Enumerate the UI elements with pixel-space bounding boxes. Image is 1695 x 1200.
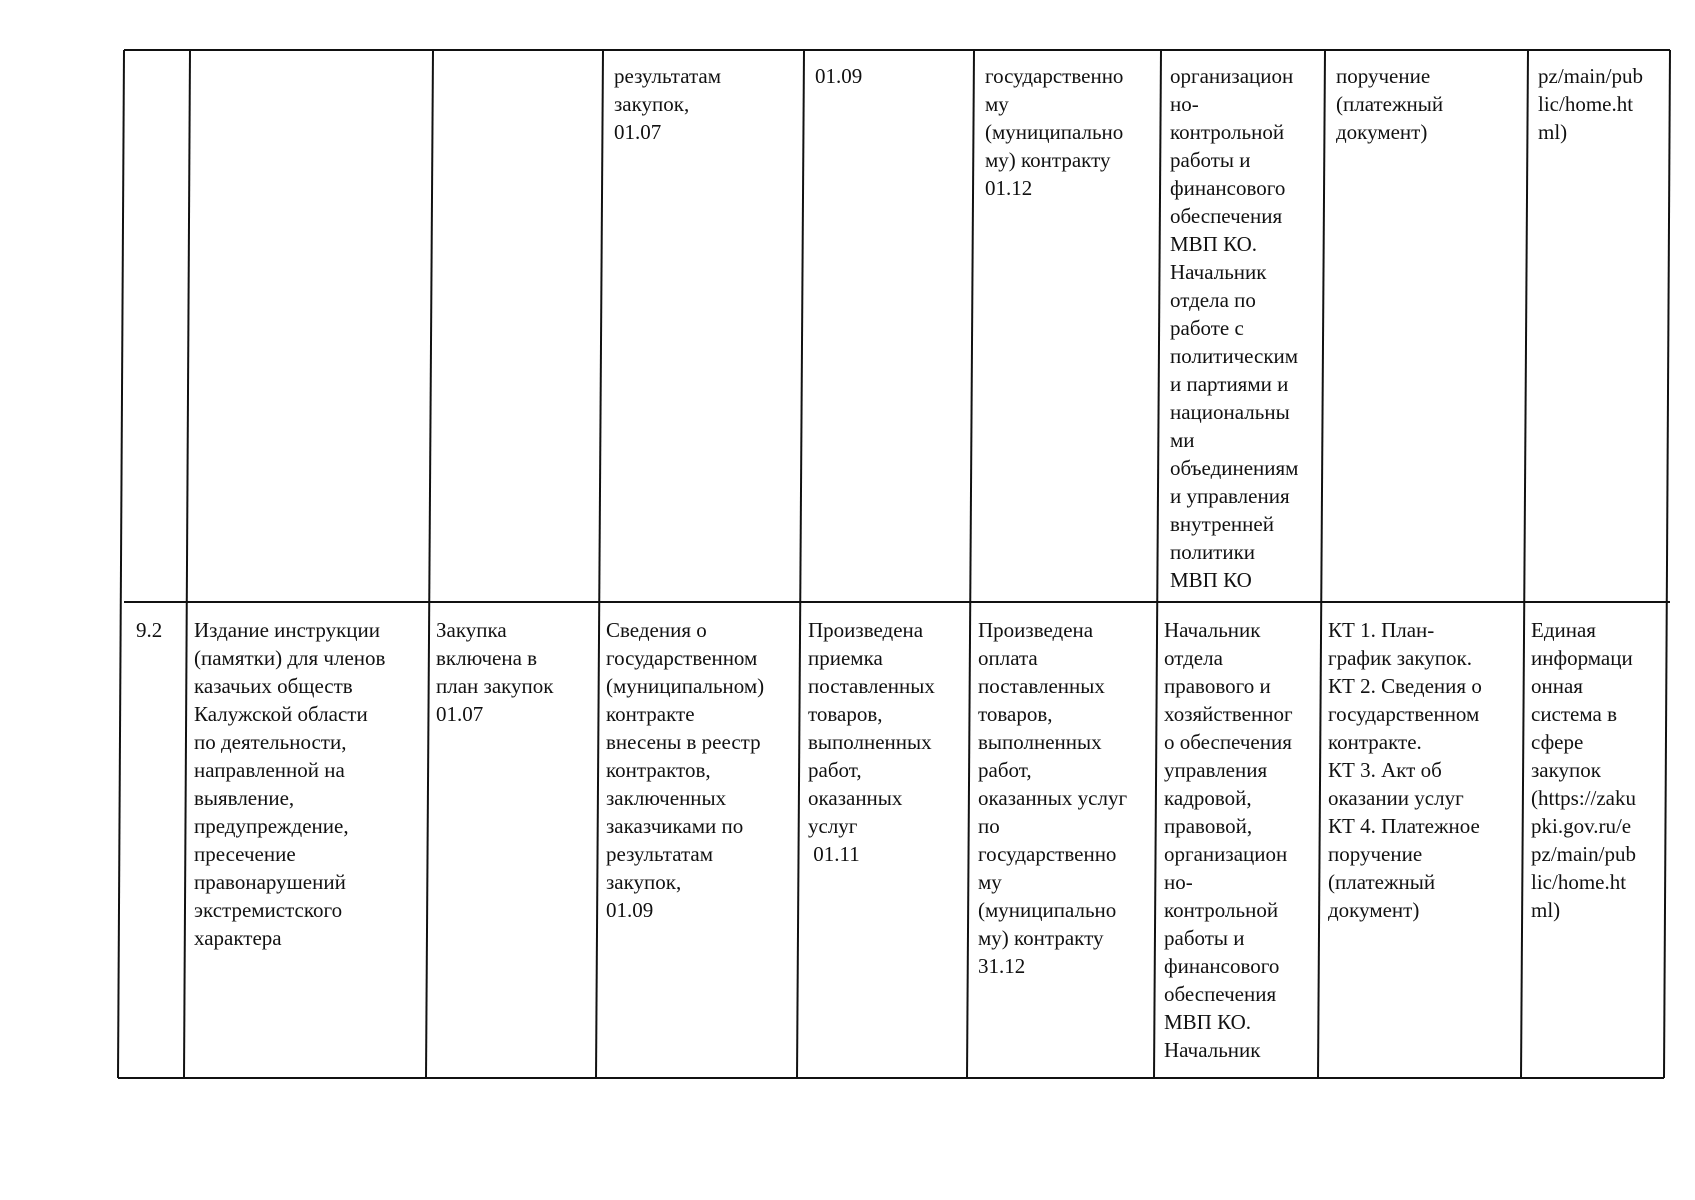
row1-acceptance-date-cell: 01.09: [815, 64, 863, 88]
grid-line-v4: [596, 50, 603, 1078]
row2-activity-cell: Издание инструкции (памятки) для членов казачьих обществ Калужской области по деятельности, направленной на выявление, предупреждение, пресечение правонарушений экстремистского характера: [194, 618, 386, 950]
row2-procurement-plan-cell: Закупка включена в план закупок 01.07: [436, 618, 554, 726]
row2-source-cell: Единая информаци онная система в сфере закупок (https://zaku pki.gov.ru/e pz/main/pub lic/home.ht ml): [1531, 618, 1636, 922]
row1-source-cell: pz/main/pub lic/home.ht ml): [1538, 64, 1643, 144]
grid-line-v2: [184, 50, 190, 1078]
row2-acceptance-cell: Произведена приемка поставленных товаров, выполненных работ, оказанных услуг 01.11: [808, 618, 935, 866]
row1-payment-cell: государственно му (муниципально му) контракту 01.12: [985, 64, 1124, 200]
row2-number-cell: 9.2: [136, 618, 163, 642]
row1-document-cell: поручение (платежный документ): [1336, 64, 1444, 144]
row1-responsible-cell: организацион но- контрольной работы и финансового обеспечения МВП КО. Начальник отдела по работе с политическим и партиями и национальны ми объединениям и управления внутренней политики МВП КО: [1170, 64, 1299, 592]
row2-contract-register-cell: Сведения о государственном (муниципальном) контракте внесены в реестр контрактов, заключенных заказчиками по результатам закупок, 01.09: [606, 618, 765, 922]
grid-line-v6: [967, 50, 974, 1078]
row2-responsible-cell: Начальник отдела правового и хозяйственног о обеспечения управления кадровой, правовой, организацион но- контрольной работы и финансового обеспечения МВП КО. Начальник: [1164, 618, 1293, 1062]
row2-payment-cell: Произведена оплата поставленных товаров, выполненных работ, оказанных услуг по государственно му (муниципально му) контракту 31.12: [978, 618, 1128, 978]
grid-line-v1: [118, 50, 124, 1078]
grid-line-v5: [797, 50, 804, 1078]
row2-checkpoints-cell: КТ 1. План- график закупок. КТ 2. Сведения о государственном контракте. КТ 3. Акт об оказании услуг КТ 4. Платежное поручение (платежный документ): [1328, 618, 1482, 922]
row1-results-cell: результатам закупок, 01.07: [614, 64, 722, 144]
